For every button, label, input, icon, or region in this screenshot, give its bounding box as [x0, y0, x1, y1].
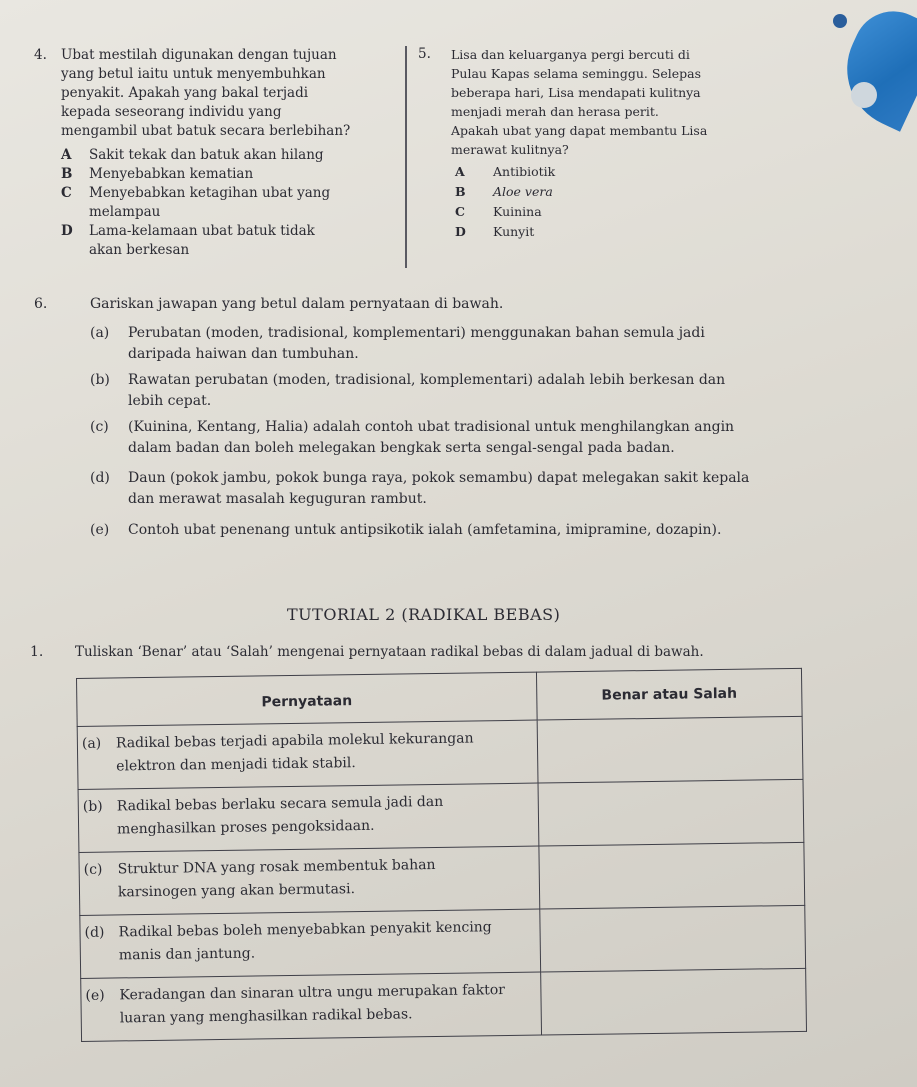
q6-number: 6. — [34, 296, 48, 312]
statement-line: Radikal bebas boleh menyebabkan penyakit kencing — [118, 919, 492, 941]
q5-number: 5. — [418, 46, 431, 62]
q6-item-b — [90, 370, 880, 412]
answer-cell-c[interactable] — [539, 842, 805, 909]
option-text: Kunyit — [493, 224, 535, 239]
item-line: Perubatan (moden, tradisional, komplementari) menggunakan bahan semula jadi — [128, 325, 705, 341]
q6-item-d — [90, 468, 880, 510]
answer-cell-b[interactable] — [538, 779, 804, 846]
q4-stem-line: kepada seseorang individu yang — [61, 104, 282, 120]
item-label: (a) — [90, 325, 110, 341]
statement-line: Keradangan dan sinaran ultra ungu merupakan faktor — [119, 982, 506, 1004]
statement-table — [76, 668, 807, 1042]
q5-options — [455, 162, 655, 242]
statement-cell — [81, 972, 542, 1041]
statement-cell — [79, 846, 540, 915]
table-row — [81, 968, 807, 1041]
option-text-line: melampau — [89, 204, 161, 220]
statement-line: menghasilkan proses pengoksidaan. — [117, 817, 375, 838]
q6-item-a — [90, 323, 880, 365]
statement-line: Struktur DNA yang rosak membentuk bahan — [117, 856, 436, 878]
q4-stem-line: yang betul iaitu untuk menyembuhkan — [61, 66, 326, 82]
option-letter: D — [455, 224, 466, 239]
item-line: Contoh ubat penenang untuk antipsikotik ialah (amfetamina, imipramine, dozapin). — [128, 522, 722, 538]
option-text: Antibiotik — [493, 164, 556, 179]
item-line: dalam badan dan boleh melegakan bengkak serta sengal-sengal pada badan. — [128, 440, 675, 456]
option-text: Sakit tekak dan batuk akan hilang — [89, 147, 324, 163]
item-line: lebih cepat. — [128, 393, 212, 409]
statement-line: Radikal bebas terjadi apabila molekul kekurangan — [115, 730, 474, 752]
option-text-line: Lama-kelamaan ubat batuk tidak — [89, 223, 315, 239]
q4-option-d[interactable] — [61, 222, 401, 260]
item-line: (Kuinina, Kentang, Halia) adalah contoh ubat tradisional untuk menghilangkan angin — [128, 419, 735, 435]
option-letter: A — [61, 147, 72, 163]
option-text: Kuinina — [493, 204, 542, 219]
q5-stem-line: menjadi merah dan herasa perit. — [451, 104, 659, 119]
item-line: daripada haiwan dan tumbuhan. — [128, 346, 359, 362]
table-row — [80, 905, 806, 978]
option-text: Aloe vera — [493, 184, 553, 199]
tutorial-instruction: Tuliskan ‘Benar’ atau ‘Salah’ mengenai pernyataan radikal bebas di dalam jadual di bawah. — [75, 644, 704, 660]
tutorial-q-number: 1. — [30, 644, 44, 660]
answer-cell-e[interactable] — [541, 968, 807, 1035]
q4-option-c[interactable] — [61, 184, 401, 222]
q5-stem — [451, 45, 781, 159]
column-divider — [405, 46, 407, 268]
statement-line: karsinogen yang akan bermutasi. — [117, 881, 356, 901]
option-text: Menyebabkan kematian — [89, 166, 254, 182]
header-statement: Pernyataan — [77, 672, 538, 726]
q4-stem-line: mengambil ubat batuk secara berlebihan? — [61, 123, 351, 139]
pen-cap-detail — [833, 14, 847, 28]
option-letter: C — [455, 204, 465, 219]
q4-number: 4. — [34, 47, 47, 63]
statement-line: Radikal bebas berlaku secara semula jadi dan — [116, 793, 444, 815]
q4-option-b[interactable] — [61, 165, 401, 184]
statement-cell — [80, 909, 541, 978]
option-letter: D — [61, 223, 73, 239]
option-text-line: akan berkesan — [89, 242, 190, 258]
q6-instruction: Gariskan jawapan yang betul dalam pernyataan di bawah. — [90, 296, 504, 312]
option-text — [89, 184, 330, 222]
option-text-line: Menyebabkan ketagihan ubat yang — [89, 185, 331, 201]
pen-tip — [851, 82, 877, 108]
statement-line: luaran yang menghasilkan radikal bebas. — [119, 1006, 413, 1027]
option-letter: B — [455, 184, 466, 199]
option-letter: C — [61, 185, 72, 201]
row-label: (b) — [82, 798, 103, 815]
option-text — [89, 222, 315, 260]
row-label: (d) — [84, 924, 105, 941]
row-label: (a) — [81, 735, 102, 752]
q5-option-a[interactable] — [455, 162, 655, 182]
option-letter: B — [61, 166, 73, 182]
table-row — [77, 716, 803, 789]
answer-cell-a[interactable] — [537, 716, 803, 783]
q6-item-c — [90, 417, 880, 459]
q5-stem-line: beberapa hari, Lisa mendapati kulitnya — [451, 85, 701, 100]
table-row — [78, 779, 804, 852]
header-true-false: Benar atau Salah — [536, 668, 802, 720]
q4-stem-line: penyakit. Apakah yang bakal terjadi — [61, 85, 309, 101]
item-line: Daun (pokok jambu, pokok bunga raya, pokok semambu) dapat melegakan sakit kepala — [128, 470, 750, 486]
statement-line: manis dan jantung. — [118, 945, 256, 964]
q5-stem-line: Lisa dan keluarganya pergi bercuti di — [451, 47, 690, 62]
q4-stem-line: Ubat mestilah digunakan dengan tujuan — [61, 47, 337, 63]
item-label: (e) — [90, 522, 110, 538]
q5-stem-line: Apakah ubat yang dapat membantu Lisa — [451, 123, 708, 138]
row-label: (c) — [83, 861, 103, 878]
item-label: (b) — [90, 372, 110, 388]
answer-cell-d[interactable] — [540, 905, 806, 972]
statement-line: elektron dan menjadi tidak stabil. — [116, 755, 356, 775]
q5-option-b[interactable] — [455, 182, 655, 202]
item-line: dan merawat masalah keguguran rambut. — [128, 491, 427, 507]
option-letter: A — [455, 164, 465, 179]
item-label: (c) — [90, 419, 109, 435]
q4-option-a[interactable] — [61, 146, 401, 165]
table-row — [79, 842, 805, 915]
q5-stem-line: Pulau Kapas selama seminggu. Selepas — [451, 66, 702, 81]
item-label: (d) — [90, 470, 110, 486]
statement-cell — [77, 720, 538, 789]
q5-stem-line: merawat kulitnya? — [451, 142, 569, 157]
statement-cell — [78, 783, 539, 852]
q5-option-c[interactable] — [455, 202, 655, 222]
q4-stem — [61, 46, 396, 141]
tutorial-title: TUTORIAL 2 (RADIKAL BEBAS) — [287, 605, 561, 624]
item-line: Rawatan perubatan (moden, tradisional, komplementari) adalah lebih berkesan dan — [128, 372, 726, 388]
row-label: (e) — [85, 987, 105, 1004]
q5-option-d[interactable] — [455, 222, 655, 242]
q6-item-e — [90, 520, 880, 541]
q4-options — [61, 146, 401, 260]
